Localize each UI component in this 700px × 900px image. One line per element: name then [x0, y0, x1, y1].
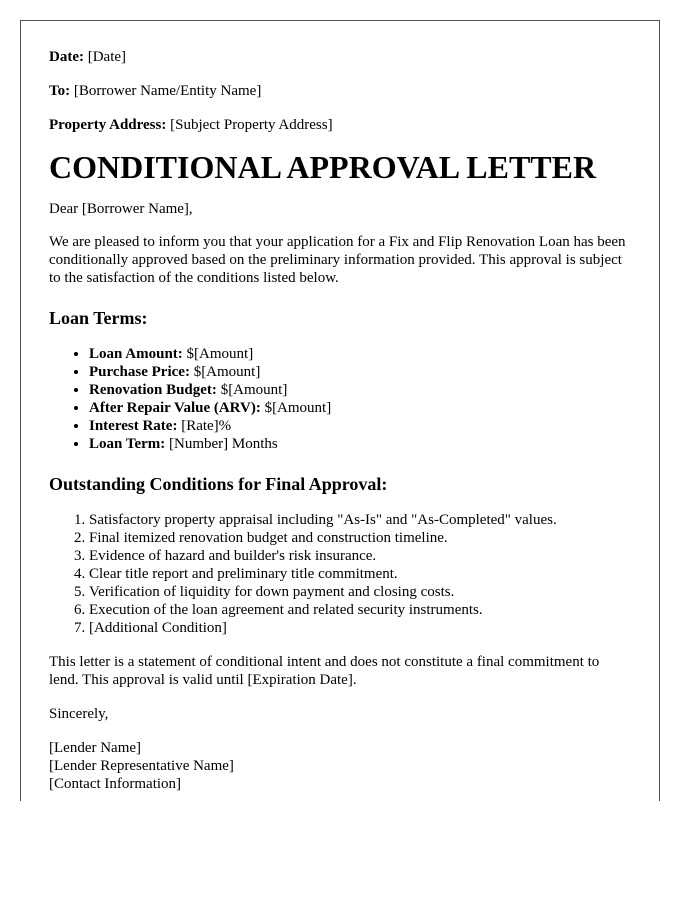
list-item: 6. Execution of the loan agreement and related security instruments.: [89, 601, 631, 619]
term-label: Interest Rate:: [89, 418, 178, 434]
term-value: [Rate]%: [181, 418, 232, 434]
term-label: After Repair Value (ARV):: [89, 400, 261, 416]
term-value: $[Amount]: [193, 364, 261, 380]
loan-terms-list: [49, 345, 631, 453]
loan-terms-heading: Loan Terms:: [49, 308, 148, 328]
property-address-line: [49, 116, 631, 134]
recipient-value: [Borrower Name/Entity Name]: [73, 83, 262, 99]
term-label: Loan Term:: [89, 436, 166, 452]
date-line: [49, 48, 631, 66]
date-label: Date:: [49, 49, 84, 65]
property-address-value: [Subject Property Address]: [170, 117, 333, 133]
list-item: 5. Verification of liquidity for down payment and closing costs.: [89, 583, 631, 601]
term-label: Purchase Price:: [89, 364, 190, 380]
list-item: 7. [Additional Condition]: [89, 619, 631, 637]
term-value: [Number] Months: [169, 436, 278, 452]
list-item: 3. Evidence of hazard and builder's risk insurance.: [89, 547, 631, 565]
term-label: Renovation Budget:: [89, 382, 217, 398]
recipient-line: [49, 82, 631, 100]
list-item: [89, 417, 631, 435]
term-value: $[Amount]: [186, 346, 254, 362]
list-item: 1. Satisfactory property appraisal including "As-Is" and "As-Completed" values.: [89, 511, 631, 529]
list-item: [89, 381, 631, 399]
signature-block: [49, 739, 631, 793]
letter-page: [20, 20, 660, 801]
date-value: [Date]: [87, 49, 127, 65]
lender-name: [Lender Name]: [49, 740, 142, 756]
list-item: 4. Clear title report and preliminary title commitment.: [89, 565, 631, 583]
lender-representative: [Lender Representative Name]: [49, 758, 234, 774]
list-item: [89, 435, 631, 453]
closing-paragraph: This letter is a statement of conditional intent and does not constitute a final commitment to lend. This approval is valid until [Expiration Date].: [49, 654, 600, 688]
recipient-label: To:: [49, 83, 71, 99]
list-item: [89, 345, 631, 363]
property-address-label: Property Address:: [49, 117, 167, 133]
signoff: Sincerely,: [49, 706, 109, 722]
conditions-list: [49, 511, 631, 637]
term-value: $[Amount]: [264, 400, 332, 416]
list-item: [89, 399, 631, 417]
term-value: $[Amount]: [220, 382, 288, 398]
term-label: Loan Amount:: [89, 346, 183, 362]
letter-title: CONDITIONAL APPROVAL LETTER: [49, 149, 597, 185]
contact-information: [Contact Information]: [49, 776, 182, 792]
salutation: Dear [Borrower Name],: [49, 201, 193, 217]
list-item: 2. Final itemized renovation budget and construction timeline.: [89, 529, 631, 547]
conditions-heading: Outstanding Conditions for Final Approval:: [49, 474, 388, 494]
list-item: [89, 363, 631, 381]
intro-paragraph: We are pleased to inform you that your application for a Fix and Flip Renovation Loan has been conditionally approved based on the preliminary information provided. This approval is subject to the satisfaction of the conditions listed below.: [49, 234, 626, 286]
